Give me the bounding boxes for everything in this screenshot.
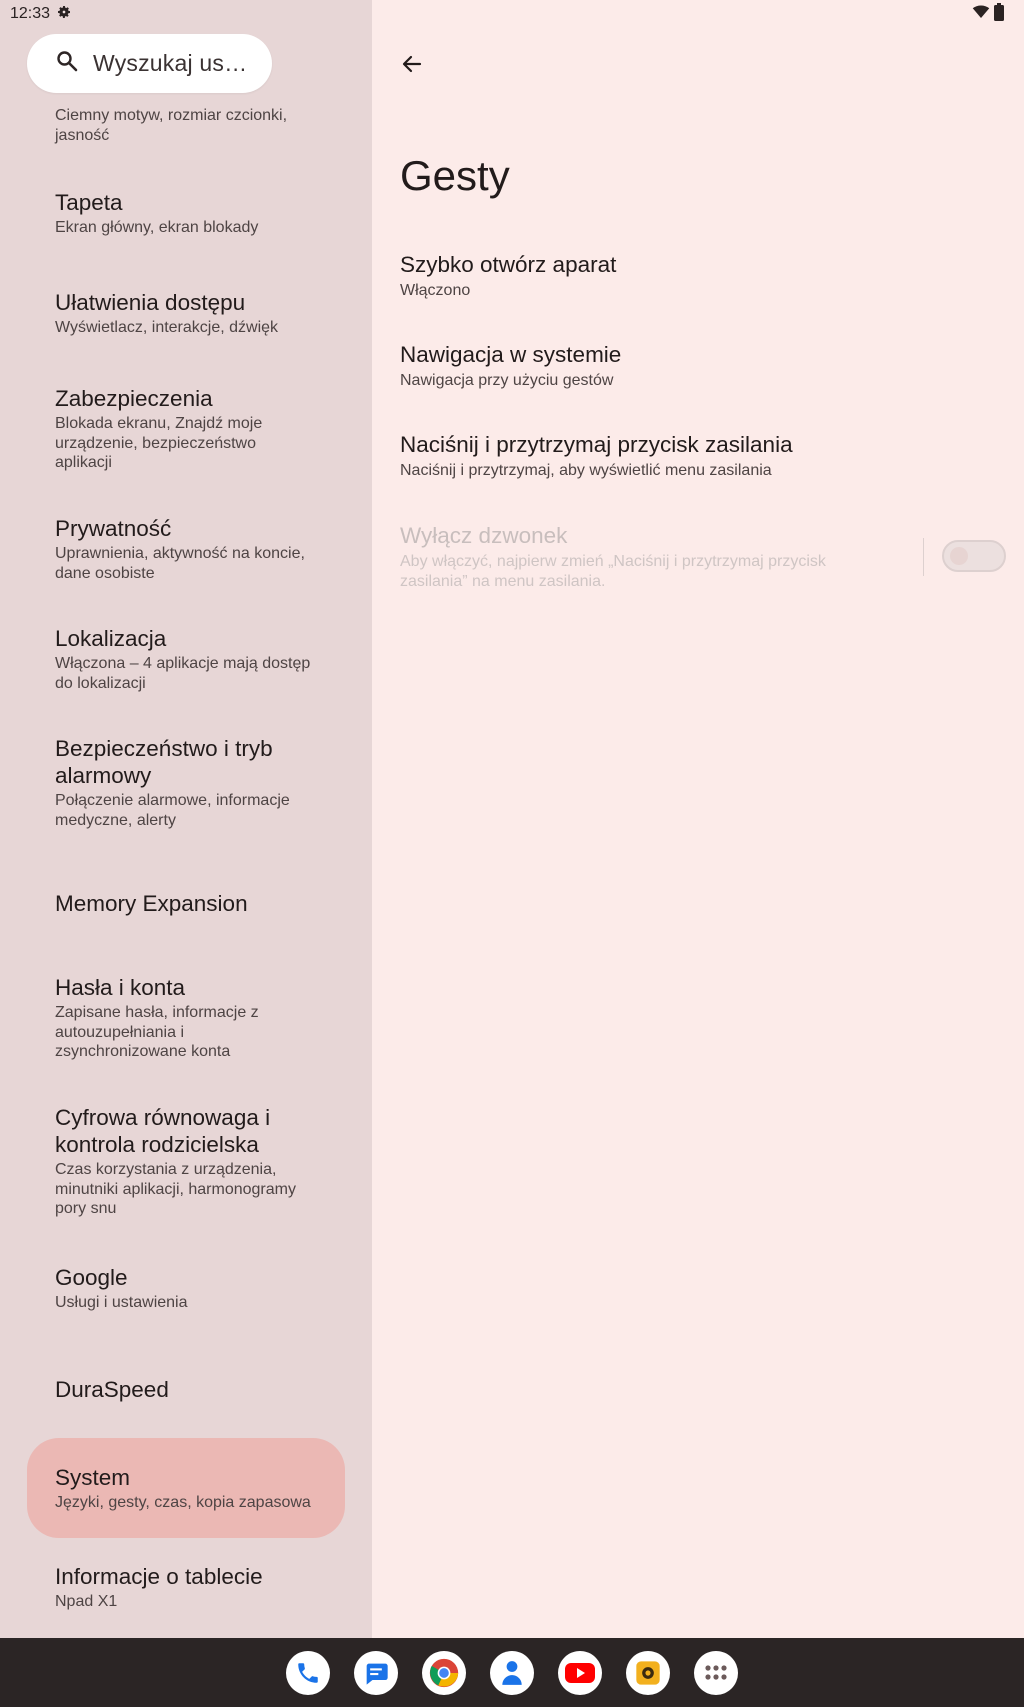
sidebar-item-security[interactable] (27, 385, 345, 473)
pref-divider (923, 538, 924, 576)
sidebar-item-subtitle: Zapisane hasła, informacje z autouzupełniania i zsynchronizowane konta (55, 1004, 259, 1060)
sidebar-item-passwords-accounts[interactable] (27, 974, 345, 1062)
settings-sidebar (0, 0, 372, 1638)
pref-power-button-hold[interactable] (400, 431, 1000, 481)
pref-system-navigation[interactable] (400, 341, 1000, 391)
sidebar-item-label: Ułatwienia dostępu (55, 290, 246, 315)
contacts-icon[interactable] (490, 1651, 534, 1695)
sidebar-item-label: Hasła i konta (55, 975, 186, 1000)
sidebar-item-digital-wellbeing[interactable] (27, 1104, 345, 1219)
chrome-icon[interactable] (422, 1651, 466, 1695)
sidebar-item-label: System (55, 1464, 131, 1490)
pref-title: Naciśnij i przytrzymaj przycisk zasilania (400, 432, 793, 457)
sidebar-item-wallpaper[interactable] (27, 189, 345, 238)
sidebar-item-label: DuraSpeed (55, 1377, 169, 1402)
sidebar-item-duraspeed[interactable] (27, 1376, 345, 1403)
sidebar-item-label: Lokalizacja (55, 626, 167, 651)
search-input[interactable] (27, 34, 272, 93)
pref-summary: Naciśnij i przytrzymaj, aby wyświetlić menu zasilania (400, 462, 772, 479)
search-icon (55, 49, 79, 78)
sidebar-item-privacy[interactable] (27, 515, 345, 583)
sidebar-item-label: Prywatność (55, 516, 172, 541)
sidebar-item-subtitle: Wyświetlacz, interakcje, dźwięk (55, 319, 279, 336)
status-bar (0, 0, 1024, 28)
pref-mute-ringer (400, 522, 880, 591)
toggle-thumb (950, 547, 968, 565)
sidebar-item-label: Zabezpieczenia (55, 386, 213, 411)
mute-ringer-toggle[interactable] (942, 540, 1006, 572)
sidebar-item-location[interactable] (27, 625, 345, 693)
battery-icon (994, 3, 1004, 26)
sidebar-item-safety-emergency[interactable] (27, 735, 345, 830)
sidebar-item-label: Informacje o tablecie (55, 1564, 263, 1589)
taskbar (0, 1638, 1024, 1707)
sidebar-item-label: Google (55, 1265, 128, 1290)
sidebar-item-system[interactable] (27, 1438, 345, 1538)
sidebar-item-subtitle: Połączenie alarmowe, informacje medyczne, alerty (55, 792, 290, 829)
arrow-back-icon (400, 52, 424, 81)
settings-icon (56, 4, 72, 25)
sidebar-item-subtitle: Języki, gesty, czas, kopia zapasowa (55, 1493, 311, 1511)
back-button[interactable] (390, 44, 434, 88)
pref-summary: Aby włączyć, najpierw zmień „Naciśnij i przytrzymaj przycisk zasilania” na menu zasilania. (400, 553, 826, 590)
pref-summary: Włączono (400, 282, 471, 299)
pref-title: Szybko otwórz aparat (400, 252, 617, 277)
sidebar-item-subtitle: Blokada ekranu, Znajdź moje urządzenie, bezpieczeństwo aplikacji (55, 415, 263, 471)
sidebar-item-subtitle: Ekran główny, ekran blokady (55, 219, 259, 236)
sidebar-item-label: Memory Expansion (55, 891, 248, 916)
sidebar-item-label: Cyfrowa równowaga i kontrola rodzicielska (55, 1105, 271, 1157)
sidebar-item-subtitle: Uprawnienia, aktywność na koncie, dane osobiste (55, 545, 305, 582)
sidebar-item-subtitle: Npad X1 (55, 1593, 118, 1610)
wifi-icon (972, 4, 990, 25)
pref-summary: Nawigacja przy użyciu gestów (400, 372, 614, 389)
sidebar-item-accessibility[interactable] (27, 289, 345, 338)
sidebar-item-subtitle: Usługi i ustawienia (55, 1294, 188, 1311)
sidebar-item-subtitle: Włączona – 4 aplikacje mają dostęp do lokalizacji (55, 655, 311, 692)
page-title: Gesty (400, 152, 510, 199)
search-placeholder: Wyszukaj us… (93, 50, 248, 76)
pref-title: Nawigacja w systemie (400, 342, 622, 367)
pref-title: Wyłącz dzwonek (400, 523, 568, 548)
status-time: 12:33 (10, 5, 51, 22)
sidebar-item-label: Bezpieczeństwo i tryb alarmowy (55, 736, 273, 788)
pref-quick-camera[interactable] (400, 251, 1000, 301)
app-drawer-icon[interactable] (694, 1651, 738, 1695)
sidebar-item-memory-expansion[interactable] (27, 890, 345, 917)
sidebar-item-display[interactable] (27, 104, 345, 145)
sidebar-item-label: Tapeta (55, 190, 123, 215)
sidebar-item-about-tablet[interactable] (27, 1563, 345, 1612)
youtube-icon[interactable] (558, 1651, 602, 1695)
sidebar-item-subtitle: Ciemny motyw, rozmiar czcionki, jasność (55, 107, 288, 144)
sidebar-item-subtitle: Czas korzystania z urządzenia, minutniki aplikacji, harmonogramy pory snu (55, 1161, 296, 1217)
messages-icon[interactable] (354, 1651, 398, 1695)
phone-icon[interactable] (286, 1651, 330, 1695)
sidebar-item-google[interactable] (27, 1264, 345, 1313)
camera-icon[interactable] (626, 1651, 670, 1695)
gestures-panel (372, 0, 1024, 1638)
